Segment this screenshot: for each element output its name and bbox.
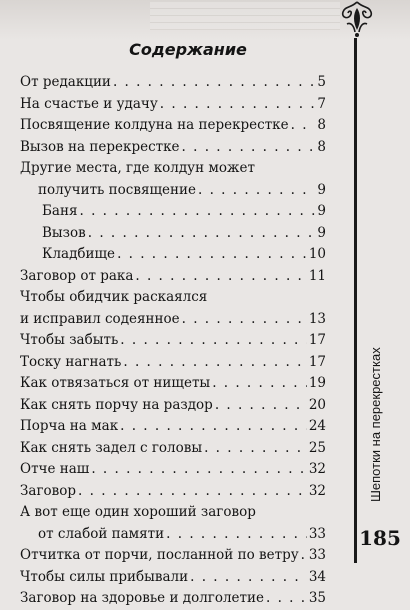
toc-entry: Тоску нагнать . . . 17 [20,352,326,374]
toc-entry: Чтобы силы прибывали . . . 34 [20,567,326,589]
toc-entry: От редакции . . . 5 [20,72,326,94]
toc-entry: Вызов на перекрестке . . . 8 [20,137,326,159]
toc-entry: Отчитка от порчи, посланной по ветру . . . 33 [20,545,326,567]
toc-subentry: Вызов . . . 9 [20,223,326,245]
toc-entry: Чтобы обидчик раскаялся и исправил содеянное . . . 13 [20,287,326,330]
toc-entry: Другие места, где колдун может получить посвящение . . . 9 [20,158,326,201]
toc-entry: А вот еще один хороший заговор от слабой памяти . . . 33 [20,502,326,545]
toc-subentry: Кладбище . . . 10 [20,244,326,266]
toc-entry: Как отвязаться от нищеты . . . 19 [20,373,326,395]
toc-entry: Чтобы забыть . . . 17 [20,330,326,352]
toc-entry: На счастье и удачу . . . 7 [20,94,326,116]
vertical-rule [354,38,357,563]
toc-entry: Заговор от рака . . . 11 [20,266,326,288]
toc-entry: Посвящение колдуна на перекрестке . . . 8 [20,115,326,137]
toc-subentry: Баня . . . 9 [20,201,326,223]
page-number: 185 [359,526,401,550]
running-title: Шепотки на перекрестках [368,347,383,503]
flourish-ornament-icon [337,0,377,38]
toc-entry: Заговор . . . 32 [20,481,326,503]
toc-entry: Заговор на здоровье и долголетие . . . 35 [20,588,326,610]
table-of-contents [20,72,326,610]
toc-entry: Порча на мак . . . 24 [20,416,326,438]
bleed-text-shadow [150,2,340,30]
toc-entry: Как снять порчу на раздор . . . 20 [20,395,326,417]
page-title: Содержание [129,40,247,59]
toc-entry: Отче наш . . . 32 [20,459,326,481]
toc-entry: Как снять задел с головы . . . 25 [20,438,326,460]
